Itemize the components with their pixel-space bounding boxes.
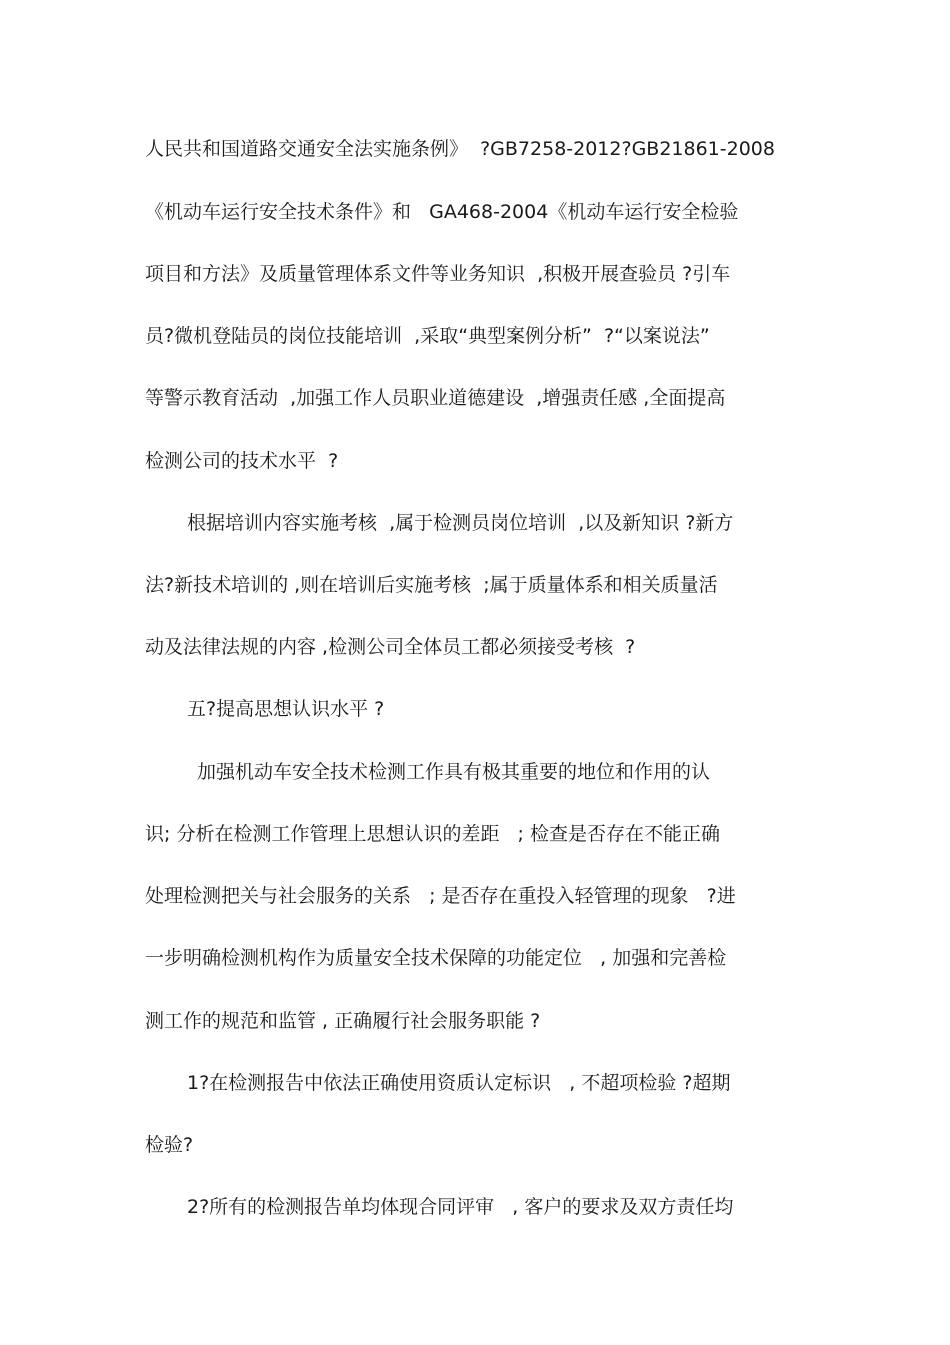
text-line: 一步明确检测机构作为质量安全技术保障的功能定位 , 加强和完善检 xyxy=(145,947,727,969)
text-line: 检验? xyxy=(145,1134,194,1156)
text-line: 动及法律法规的内容 ,检测公司全体员工都必须接受考核 ? xyxy=(145,636,636,658)
text-line: 测工作的规范和监管 , 正确履行社会服务职能 ? xyxy=(145,1010,541,1032)
text-line: 人民共和国道路交通安全法实施条例》 ?GB7258-2012?GB21861-2008 xyxy=(145,138,775,160)
text-line: 项目和方法》及质量管理体系文件等业务知识 ,积极开展查验员 ?引车 xyxy=(145,263,731,285)
text-line: 《机动车运行安全技术条件》和 GA468-2004《机动车运行安全检验 xyxy=(145,201,739,223)
text-line: 识; 分析在检测工作管理上思想认识的差距 ; 检查是否存在不能正确 xyxy=(145,823,721,845)
text-line: 根据培训内容实施考核 ,属于检测员岗位培训 ,以及新知识 ?新方 xyxy=(187,512,734,534)
section-heading: 五?提高思想认识水平 ? xyxy=(187,698,385,720)
text-line: 检测公司的技术水平 ? xyxy=(145,450,339,472)
text-line: 1?在检测报告中依法正确使用资质认定标识 , 不超项检验 ?超期 xyxy=(187,1072,731,1094)
text-line: 法?新技术培训的 ,则在培训后实施考核 ;属于质量体系和相关质量活 xyxy=(145,574,718,596)
text-line: 等警示教育活动 ,加强工作人员职业道德建设 ,增强责任感 ,全面提高 xyxy=(145,387,726,409)
text-line: 员?微机登陆员的岗位技能培训 ,采取“典型案例分析” ?“以案说法” xyxy=(145,325,710,347)
text-line: 2?所有的检测报告单均体现合同评审 , 客户的要求及双方责任均 xyxy=(187,1196,734,1218)
text-line: 处理检测把关与社会服务的关系 ; 是否存在重投入轻管理的现象 ?进 xyxy=(145,885,736,907)
text-line: 加强机动车安全技术检测工作具有极其重要的地位和作用的认 xyxy=(197,761,711,783)
